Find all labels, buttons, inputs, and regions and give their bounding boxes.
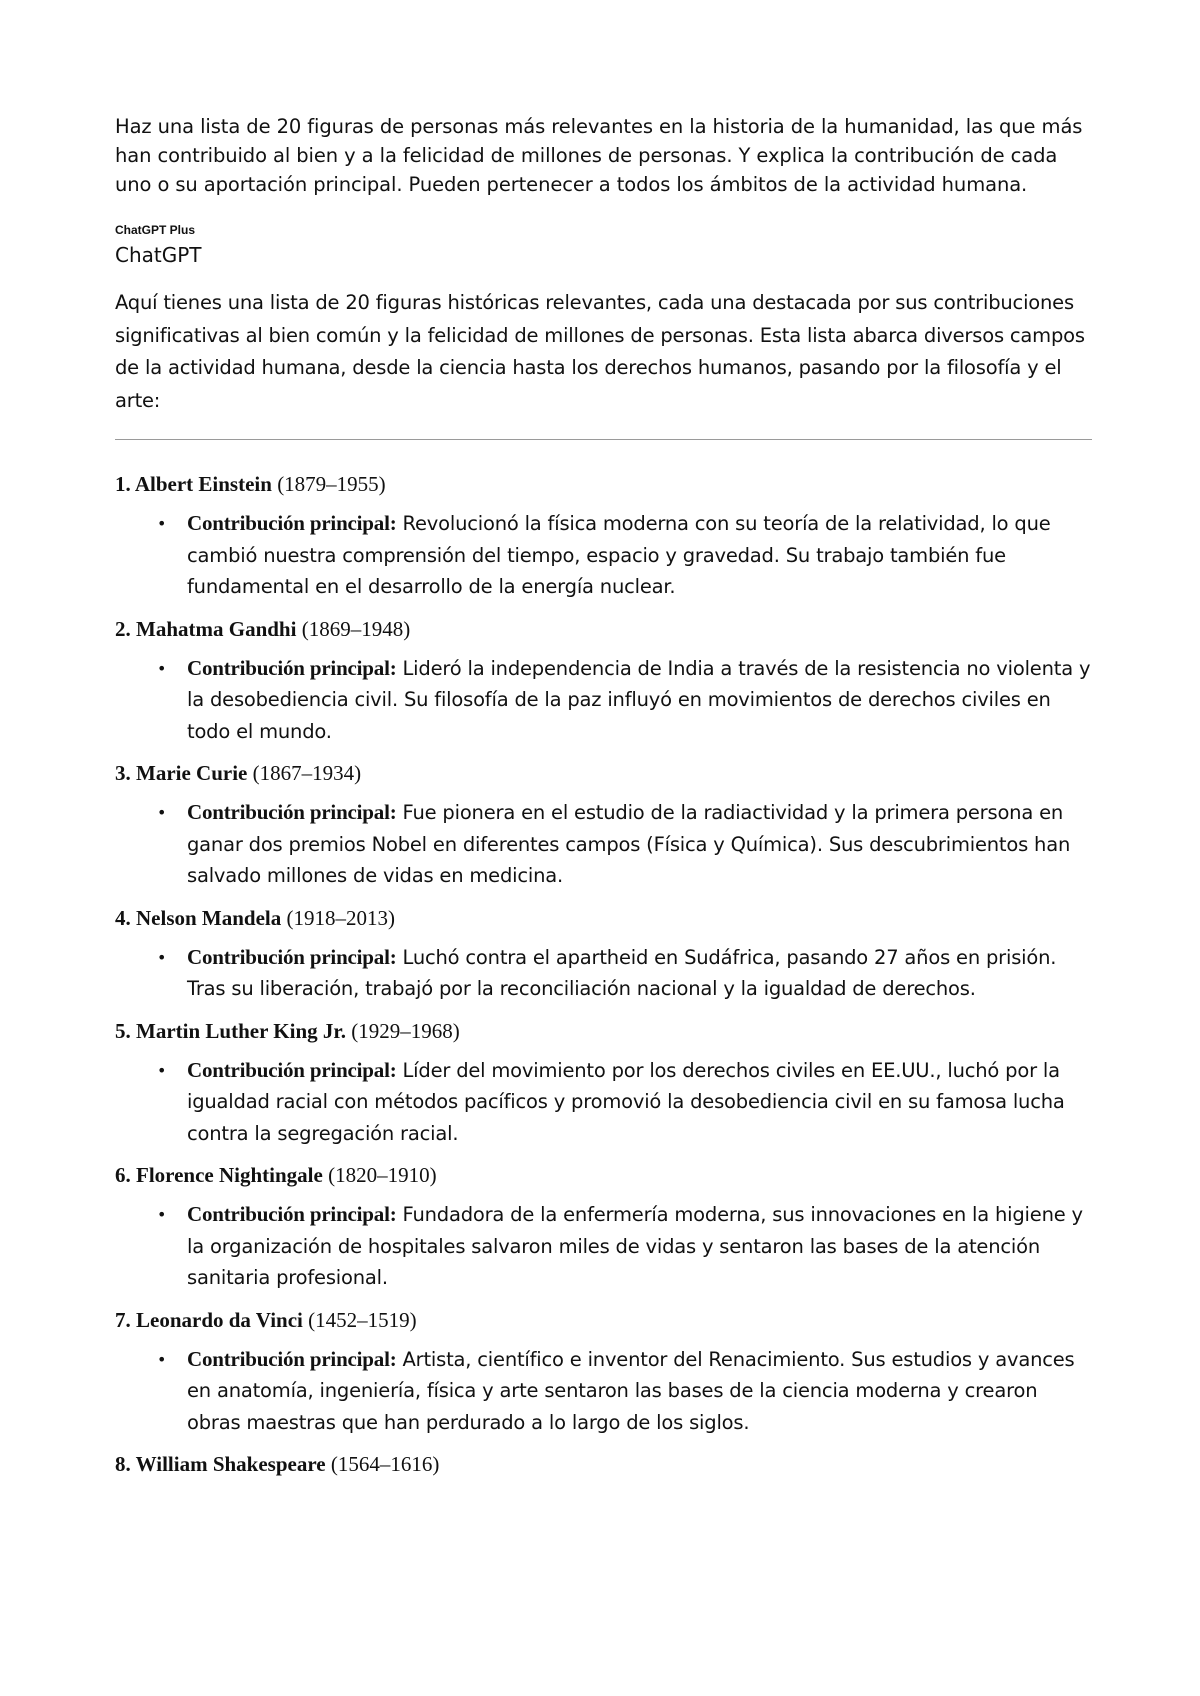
contribution-bullet bbox=[157, 1344, 1095, 1439]
figure-item bbox=[115, 1306, 1095, 1439]
figure-item bbox=[115, 615, 1095, 748]
contribution-list bbox=[115, 653, 1095, 748]
figure-heading bbox=[115, 1306, 1095, 1334]
figure-years: (1869–1948) bbox=[301, 616, 411, 641]
contribution-text: Fue pionera en el estudio de la radiactividad y la primera persona en ganar dos premios Nobel en diferentes campos (Física y Química). Sus descubrimientos han salvado millones de vidas en medicina. bbox=[187, 801, 1071, 887]
figure-number: 1. bbox=[115, 472, 131, 496]
contribution-bullet bbox=[157, 653, 1095, 748]
figure-years: (1564–1616) bbox=[330, 1452, 440, 1476]
figure-name-text: Leonardo da Vinci bbox=[136, 1307, 303, 1332]
figure-number: 5. bbox=[115, 1018, 131, 1043]
figure-name-text: Mahatma Gandhi bbox=[136, 616, 297, 641]
bullet-icon: • bbox=[157, 658, 167, 678]
figure-number: 8. bbox=[115, 1452, 131, 1476]
figure-years: (1820–1910) bbox=[328, 1163, 437, 1187]
figure-name-text: Marie Curie bbox=[136, 761, 248, 785]
bullet-icon: • bbox=[157, 803, 167, 822]
contribution-text: Luchó contra el apartheid en Sudáfrica, pasando 27 años en prisión. Tras su liberación, trabajó por la reconciliación nacional y la igualdad de derechos. bbox=[187, 945, 1057, 1000]
assistant-name: ChatGPT bbox=[115, 243, 202, 267]
figure-name-text: Martin Luther King Jr. bbox=[136, 1018, 347, 1043]
figure-heading bbox=[115, 759, 1095, 787]
contribution-bullet bbox=[157, 1199, 1095, 1294]
user-prompt: Haz una lista de 20 figuras de personas más relevantes en la historia de la humanidad, las que más han contribuido al bien y a la felicidad de millones de personas. Y explica la contribución de cada uno o su aportación principal. Pueden pertenecer a todos los ámbitos de la actividad humana. bbox=[115, 115, 1083, 196]
contribution-label: Contribución principal: bbox=[187, 1202, 397, 1226]
contribution-list bbox=[115, 797, 1095, 892]
figure-number: 4. bbox=[115, 905, 131, 930]
figure-heading bbox=[115, 1017, 1095, 1045]
contribution-bullet bbox=[157, 797, 1095, 892]
contribution-list bbox=[115, 508, 1095, 603]
bullet-icon: • bbox=[157, 1205, 167, 1224]
figure-name-text: Albert Einstein bbox=[134, 472, 272, 496]
figure-name bbox=[115, 1163, 323, 1187]
bullet-icon: • bbox=[157, 514, 167, 533]
figure-item bbox=[115, 1450, 1095, 1478]
contribution-label: Contribución principal: bbox=[187, 944, 397, 969]
figure-name bbox=[115, 1019, 346, 1043]
contribution-text: Artista, científico e inventor del Renacimiento. Sus estudios y avances en anatomía, ingeniería, física y arte sentaron las bases de la ciencia moderna y crearon obras maestras que han perdurado a lo largo de los siglos. bbox=[187, 1347, 1075, 1434]
figure-item bbox=[115, 1017, 1095, 1150]
figure-years: (1879–1955) bbox=[277, 472, 386, 496]
figure-name bbox=[115, 472, 272, 496]
figure-name bbox=[115, 906, 281, 930]
contribution-list bbox=[115, 1344, 1095, 1439]
figure-number: 2. bbox=[115, 616, 131, 641]
bullet-icon: • bbox=[157, 947, 167, 967]
figure-name-text: Florence Nightingale bbox=[136, 1163, 323, 1187]
figure-number: 7. bbox=[115, 1307, 131, 1332]
bullet-icon: • bbox=[157, 1060, 167, 1080]
contribution-label: Contribución principal: bbox=[187, 511, 397, 535]
divider bbox=[115, 439, 1092, 440]
document-page bbox=[115, 112, 1095, 1490]
contribution-text: Fundadora de la enfermería moderna, sus innovaciones en la higiene y la organización de hospitales salvaron miles de vidas y sentaron las bases de la atención sanitaria profesional. bbox=[187, 1203, 1083, 1289]
figure-heading bbox=[115, 615, 1095, 643]
figure-name bbox=[115, 1308, 303, 1332]
figure-name bbox=[115, 761, 247, 785]
contribution-text: Revolucionó la física moderna con su teoría de la relatividad, lo que cambió nuestra comprensión del tiempo, espacio y gravedad. Su trabajo también fue fundamental en el desarrollo de la energía nuclear. bbox=[187, 512, 1051, 598]
contribution-list bbox=[115, 942, 1095, 1005]
figure-years: (1918–2013) bbox=[286, 905, 396, 930]
figure-name bbox=[115, 617, 296, 641]
contribution-label: Contribución principal: bbox=[187, 1057, 397, 1082]
contribution-text: Lideró la independencia de India a través de la resistencia no violenta y la desobediencia civil. Su filosofía de la paz influyó en movimientos de derechos civiles en todo el mundo. bbox=[187, 656, 1091, 743]
contribution-text: Líder del movimiento por los derechos civiles en EE.UU., luchó por la igualdad racial con métodos pacíficos y promovió la desobediencia civil en su famosa lucha contra la segregación racial. bbox=[187, 1058, 1065, 1145]
figure-years: (1929–1968) bbox=[351, 1018, 460, 1043]
figure-name-text: William Shakespeare bbox=[135, 1452, 326, 1476]
figure-item bbox=[115, 1161, 1095, 1294]
figure-list bbox=[115, 470, 1095, 1478]
figure-item bbox=[115, 470, 1095, 603]
contribution-list bbox=[115, 1199, 1095, 1294]
figure-years: (1452–1519) bbox=[308, 1307, 417, 1332]
figure-years: (1867–1934) bbox=[252, 761, 362, 785]
figure-name bbox=[115, 1452, 326, 1476]
plan-label: ChatGPT Plus bbox=[115, 223, 196, 237]
figure-number: 3. bbox=[115, 761, 131, 785]
figure-item bbox=[115, 759, 1095, 892]
figure-number: 6. bbox=[115, 1163, 131, 1187]
figure-heading bbox=[115, 904, 1095, 932]
contribution-label: Contribución principal: bbox=[187, 1346, 397, 1371]
contribution-label: Contribución principal: bbox=[187, 800, 397, 824]
figure-item bbox=[115, 904, 1095, 1005]
contribution-bullet bbox=[157, 1055, 1095, 1150]
contribution-bullet bbox=[157, 508, 1095, 603]
figure-heading bbox=[115, 1161, 1095, 1189]
figure-heading bbox=[115, 470, 1095, 498]
contribution-bullet bbox=[157, 942, 1095, 1005]
figure-name-text: Nelson Mandela bbox=[136, 905, 282, 930]
bullet-icon: • bbox=[157, 1349, 167, 1369]
figure-heading bbox=[115, 1450, 1095, 1478]
contribution-label: Contribución principal: bbox=[187, 655, 397, 680]
response-intro: Aquí tienes una lista de 20 figuras históricas relevantes, cada una destacada por sus contribuciones significativas al bien común y la felicidad de millones de personas. Esta lista abarca diversos campos de la actividad humana, desde la ciencia hasta los derechos humanos, pasando por la filosofía y el arte: bbox=[115, 291, 1085, 412]
contribution-list bbox=[115, 1055, 1095, 1150]
